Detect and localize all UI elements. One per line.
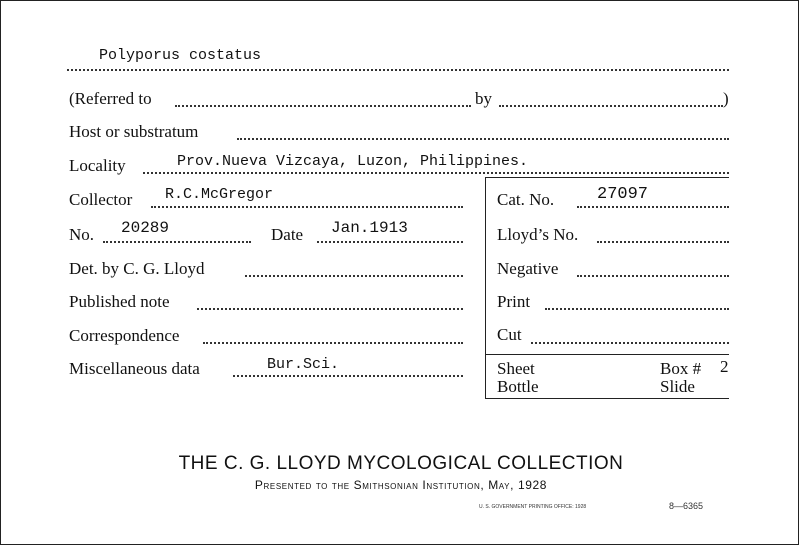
referred-by-line [499,105,723,107]
host-line [237,138,729,140]
misc-data-value: Bur.Sci. [267,356,340,373]
box-bottom-border [485,398,729,399]
cat-no-line [577,206,729,208]
det-by-line [245,275,463,277]
date-label: Date [271,225,304,244]
referred-label: (Referred to [69,89,152,108]
date-value: Jan.1913 [331,219,408,237]
collector-line [151,206,463,208]
box-top-border [485,177,729,178]
print-line [545,308,729,310]
cat-no-value: 27097 [597,185,649,204]
published-note-label: Published note [69,292,170,311]
locality-value: Prov.Nueva Vizcaya, Luzon, Philippines. [177,153,529,170]
form-code: 8—6365 [669,501,704,511]
lloyds-no-label: Lloyd’s No. [497,225,579,244]
host-label: Host or substratum [69,122,199,141]
lloyds-no-line [597,241,729,243]
collector-value: R.C.McGregor [165,186,274,203]
locality-line [143,172,729,174]
cut-line [531,342,729,344]
no-line [103,241,251,243]
locality-label: Locality [69,156,126,175]
box-left-border [485,177,486,399]
negative-line [577,275,729,277]
correspondence-label: Correspondence [69,326,180,345]
cat-no-label: Cat. No. [497,190,555,209]
referred-by-label: by [475,89,492,108]
box-number-label: Box # [660,359,702,378]
referred-close: ) [723,89,729,108]
printing-office-note: U. S. GOVERNMENT PRINTING OFFICE: 1928 [479,504,587,510]
box-sheet-divider [485,354,729,355]
referred-line [175,105,471,107]
misc-data-line [233,375,463,377]
published-note-line [197,308,463,310]
cut-label: Cut [497,325,522,344]
slide-label: Slide [660,377,695,396]
print-label: Print [497,292,531,311]
date-line [317,241,463,243]
collection-subtitle: Presented to the Smithsonian Institution, May, 1928 [254,478,548,492]
collection-title: THE C. G. LLOYD MYCOLOGICAL COLLECTION [178,453,624,474]
correspondence-line [203,342,463,344]
species-name: Polyporus costatus [99,47,262,64]
det-by-label: Det. by C. G. Lloyd [69,259,205,278]
box-number-value: 2 [720,357,729,376]
species-line [67,69,729,71]
no-value: 20289 [121,219,170,237]
collector-label: Collector [69,190,133,209]
sheet-label: Sheet [497,359,535,378]
misc-data-label: Miscellaneous data [69,359,200,378]
no-label: No. [69,225,95,244]
negative-label: Negative [497,259,559,278]
bottle-label: Bottle [497,377,539,396]
